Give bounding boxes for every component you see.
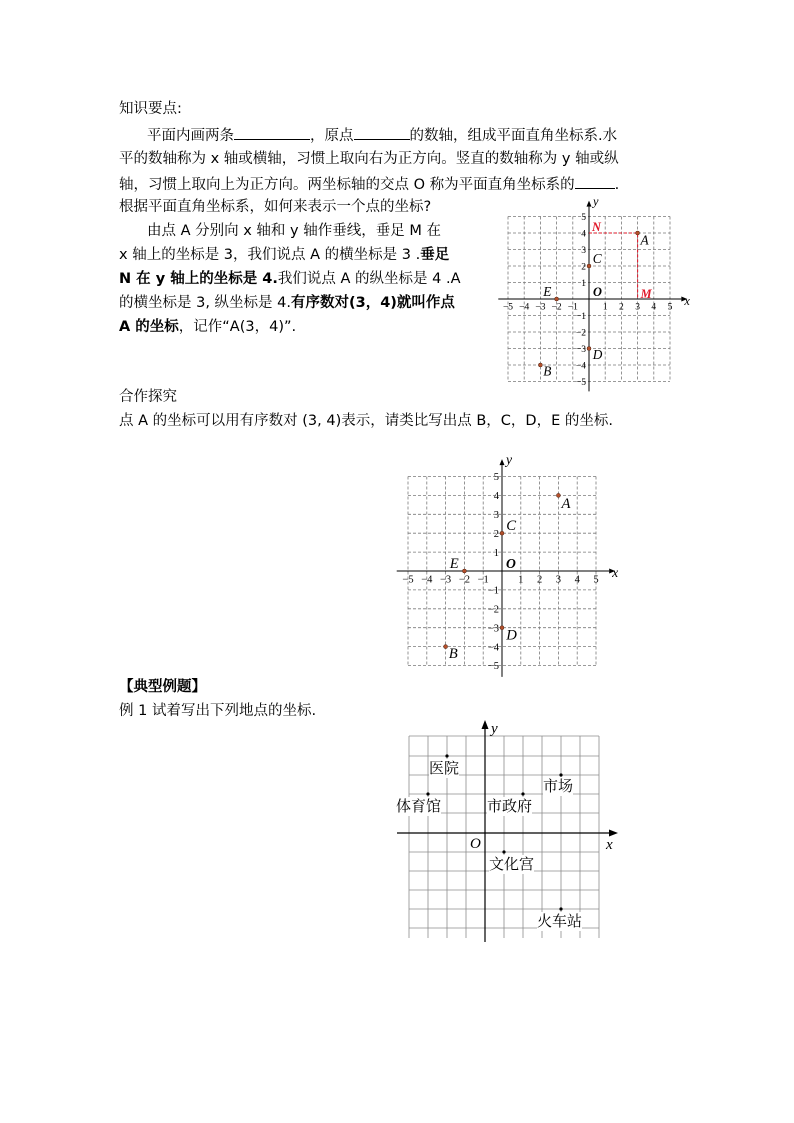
definition-text: 轴，习惯上取向上为正方向。两坐标轴的交点 O 称为平面直角坐标系的 [119, 177, 575, 193]
x-tick-label: 2 [619, 302, 624, 313]
map-y-arrow-icon [482, 720, 489, 729]
foot-n-label: N [592, 220, 601, 234]
railway-station-point [559, 907, 562, 910]
definition-text: 的数轴，组成平面直角坐标系.水 [409, 128, 618, 144]
y-tick-label: 1 [493, 547, 499, 559]
examples-heading: 【典型例题】 [119, 679, 206, 695]
example-1-line: 例 1 试着写出下列地点的坐标. [119, 703, 317, 719]
x-tick-label: −4 [421, 574, 433, 586]
gym-point [426, 792, 429, 795]
y-tick-label: −5 [575, 377, 586, 388]
point-b-label: B [448, 646, 458, 663]
point-a-label: A [640, 232, 649, 248]
explanation-bold: 垂足 [420, 247, 450, 263]
explanation-text: x 轴上的坐标是 3，我们说点 A 的横坐标是 3 . [119, 247, 421, 263]
explanation-text: 我们说点 A 的纵坐标是 4 .A [277, 271, 461, 287]
y-tick-label: −1 [575, 311, 586, 322]
definition-line-2: 平的数轴称为 x 轴或横轴，习惯上取向右为正方向。竖直的数轴称为 y 轴或纵 [119, 151, 619, 167]
foot-m-label: M [640, 287, 652, 301]
map-y-label: y [491, 721, 498, 737]
y-axis-label: y [593, 194, 599, 209]
y-tick-label: −4 [575, 361, 586, 372]
map-x-arrow-icon [609, 830, 618, 837]
explanation-text: ，记作“A(3，4)”. [178, 319, 297, 335]
y-tick-label: 5 [581, 212, 586, 223]
x-tick-label: −1 [477, 574, 489, 586]
hospital-point [445, 754, 448, 757]
point-b-label: B [543, 363, 552, 379]
x-tick-label: 1 [518, 574, 524, 586]
x-tick-label: 5 [593, 574, 599, 586]
y-tick-label: 3 [581, 245, 586, 256]
y-tick-label: 1 [581, 278, 586, 289]
point-d-label: D [506, 627, 517, 644]
hospital-label: 医院 [429, 759, 460, 777]
x-tick-label: 3 [635, 302, 640, 313]
point-e-label: E [449, 555, 459, 572]
x-tick-label: −5 [502, 302, 514, 313]
x-tick-label: 1 [602, 302, 608, 313]
cooperation-heading: 合作探究 [119, 389, 177, 405]
x-tick-label: −3 [440, 574, 452, 586]
x-tick-label: 3 [555, 574, 562, 586]
city-hall-label: 市政府 [487, 797, 533, 815]
y-tick-label: 4 [581, 229, 586, 240]
y-tick-label: 5 [493, 472, 499, 484]
map-origin-label: O [470, 836, 481, 852]
point-c-label: C [506, 518, 516, 535]
x-tick-label: 5 [667, 302, 673, 313]
culture-palace-label: 文化宫 [489, 855, 535, 873]
origin-label: O [593, 285, 602, 299]
task-line: 点 A 的坐标可以用有序数对 (3, 4)表示，请类比写出点 B，C，D，E 的坐标. [119, 413, 613, 429]
x-tick-label: −2 [551, 302, 562, 313]
origin-label: O [506, 556, 516, 571]
y-tick-label: 2 [581, 262, 586, 273]
gym-label: 体育馆 [396, 797, 442, 815]
definition-text: . [614, 177, 620, 193]
explanation-bold: A 的坐标 [119, 319, 179, 335]
explanation-bold: N 在 y 轴上的坐标是 4. [119, 271, 278, 287]
y-tick-label: −1 [487, 585, 499, 597]
culture-palace-point [502, 850, 505, 853]
x-tick-label: −4 [519, 302, 530, 313]
y-axis-label: y [506, 452, 513, 468]
y-tick-label: −4 [487, 642, 499, 654]
question-line: 根据平面直角坐标系，如何来表示一个点的坐标? [119, 199, 432, 215]
point-c-label: C [592, 251, 602, 267]
explanation-text: 的横坐标是 3, 纵坐标是 4. [119, 295, 291, 311]
explanation-line-1: 由点 A 分别向 x 轴和 y 轴作垂线，垂足 M 在 [147, 223, 441, 239]
y-tick-label: −3 [487, 623, 499, 635]
city-hall-point [521, 792, 524, 795]
definition-text: 平面内画两条 [147, 128, 234, 144]
x-axis-label: x [684, 294, 690, 308]
x-axis-label: x [612, 565, 619, 580]
x-tick-label: −1 [567, 302, 578, 313]
explanation-bold: 有序数对(3，4)就叫作点 [291, 295, 455, 311]
y-tick-label: 3 [493, 509, 499, 521]
knowledge-heading: 知识要点: [119, 101, 182, 117]
y-tick-label: −3 [575, 344, 586, 355]
y-tick-label: −2 [575, 328, 586, 339]
point-d-label: D [592, 346, 603, 362]
y-tick-label: 4 [493, 491, 499, 503]
definition-text: ，原点 [310, 128, 354, 144]
x-tick-label: −3 [535, 302, 546, 313]
x-tick-label: 4 [574, 574, 580, 586]
y-tick-label: 2 [493, 528, 499, 540]
y-tick-label: −2 [487, 604, 499, 616]
map-x-label: x [606, 837, 613, 853]
y-tick-label: −5 [487, 661, 499, 673]
x-tick-label: 2 [536, 574, 543, 586]
x-tick-label: −5 [402, 574, 414, 586]
point-e-label: E [543, 284, 552, 300]
point-a-label: A [561, 496, 571, 512]
x-tick-label: −2 [458, 574, 470, 586]
x-tick-label: 4 [651, 302, 657, 313]
railway-station-label: 火车站 [537, 912, 583, 930]
market-label: 市场 [543, 777, 574, 795]
